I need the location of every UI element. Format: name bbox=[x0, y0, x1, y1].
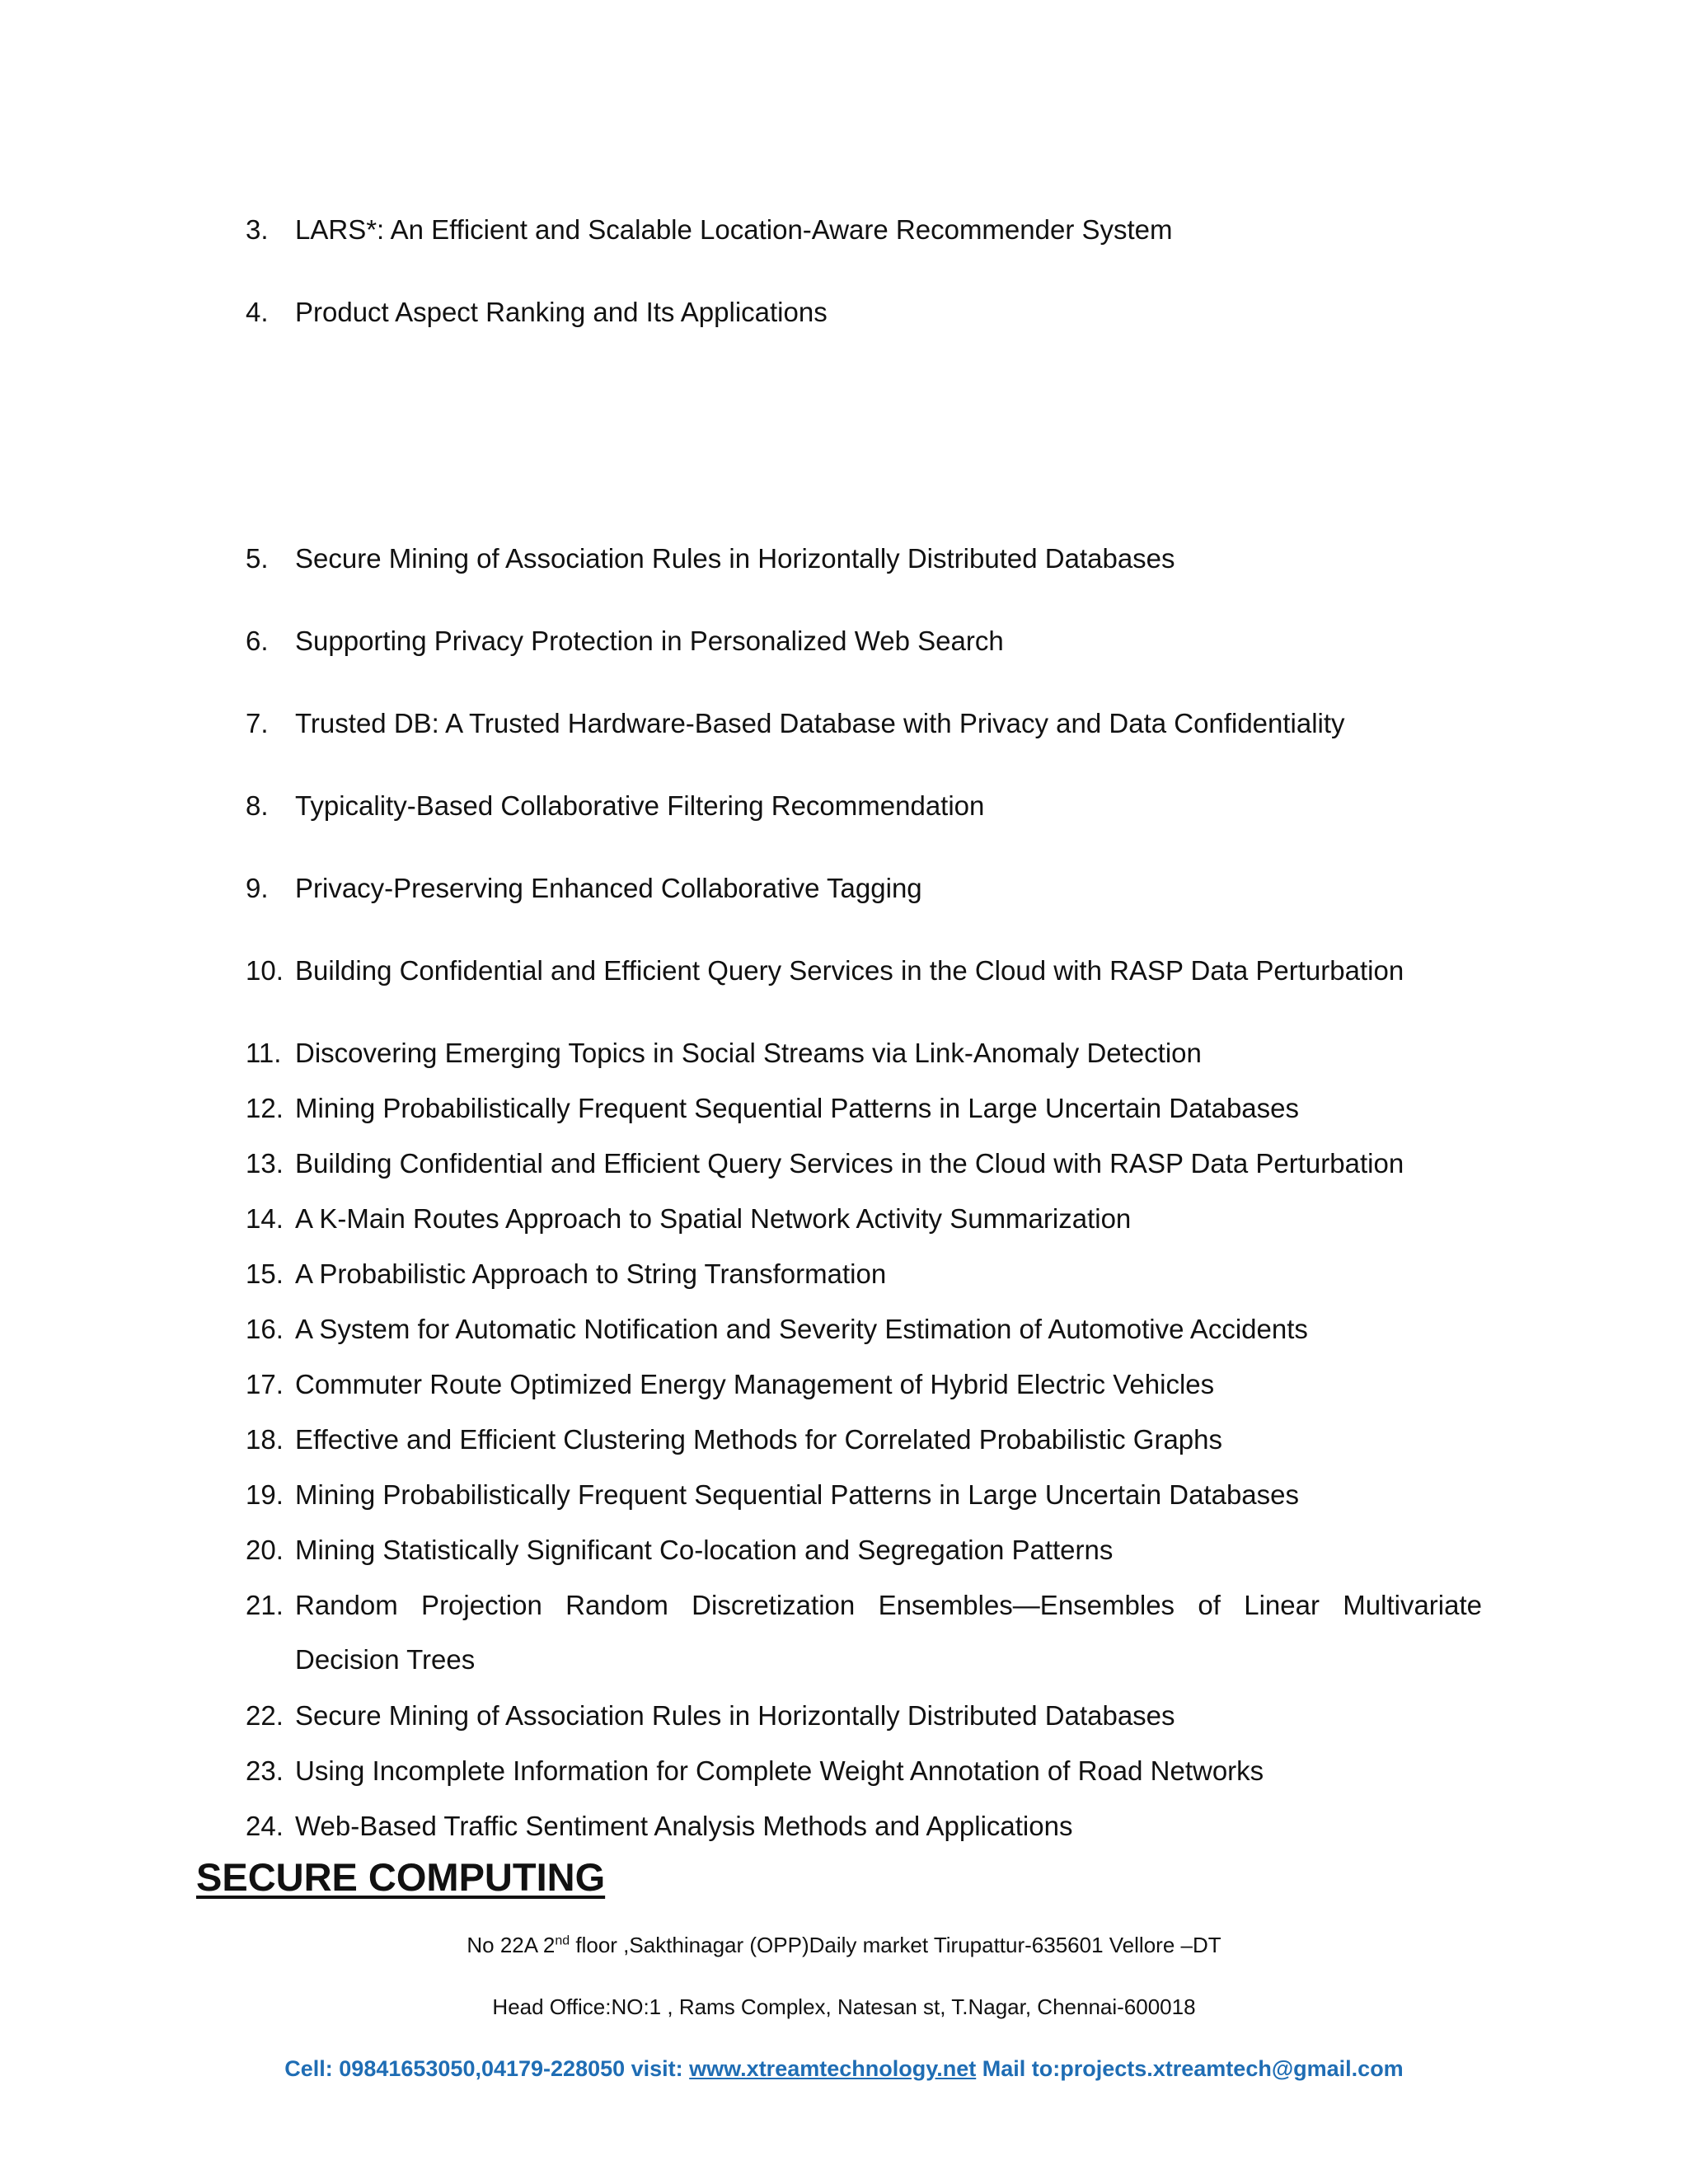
website-link[interactable]: www.xtreamtechnology.net bbox=[689, 2056, 977, 2081]
item-title: Web-Based Traffic Sentiment Analysis Methods and Applications bbox=[295, 1811, 1073, 1841]
item-title: Random Projection Random Discretization Ensembles—Ensembles of Linear Multivariate Decision Trees bbox=[295, 1590, 1482, 1675]
item-number: 7. bbox=[246, 708, 269, 738]
item-title: Mining Probabilistically Frequent Sequential Patterns in Large Uncertain Databases bbox=[295, 1093, 1300, 1123]
item-title: Secure Mining of Association Rules in Horizontally Distributed Databases bbox=[295, 543, 1175, 574]
item-number: 8. bbox=[246, 790, 269, 821]
item-number: 15. bbox=[246, 1258, 284, 1289]
item-number: 10. bbox=[246, 955, 284, 986]
item-number: 19. bbox=[246, 1479, 284, 1510]
item-title: Commuter Route Optimized Energy Management of Hybrid Electric Vehicles bbox=[295, 1369, 1215, 1399]
item-title: Typicality-Based Collaborative Filtering Recommendation bbox=[295, 790, 985, 821]
item-number: 22. bbox=[246, 1700, 284, 1731]
item-title: Discovering Emerging Topics in Social Streams via Link-Anomaly Detection bbox=[295, 1038, 1202, 1068]
item-title: Mining Probabilistically Frequent Sequential Patterns in Large Uncertain Databases bbox=[295, 1479, 1300, 1510]
item-title: Using Incomplete Information for Complete Weight Annotation of Road Networks bbox=[295, 1755, 1264, 1786]
item-title: Supporting Privacy Protection in Personalized Web Search bbox=[295, 626, 1004, 656]
item-number: 3. bbox=[246, 214, 269, 245]
item-title: LARS*: An Efficient and Scalable Location-Aware Recommender System bbox=[295, 214, 1173, 245]
item-title: Product Aspect Ranking and Its Applications bbox=[295, 297, 828, 327]
address-prefix: No 22A 2 bbox=[467, 1933, 556, 1957]
item-number: 6. bbox=[246, 626, 269, 656]
item-title: A K-Main Routes Approach to Spatial Network Activity Summarization bbox=[295, 1203, 1132, 1234]
item-title: Mining Statistically Significant Co-location and Segregation Patterns bbox=[295, 1535, 1114, 1565]
footer-address bbox=[0, 1933, 1688, 1958]
item-title: A System for Automatic Notification and Severity Estimation of Automotive Accidents bbox=[295, 1314, 1308, 1344]
contact-suffix: Mail to:projects.xtreamtech@gmail.com bbox=[976, 2056, 1404, 2081]
item-number: 5. bbox=[246, 543, 269, 574]
footer-head-office: Head Office:NO:1 , Rams Complex, Natesan st, T.Nagar, Chennai-600018 bbox=[492, 1994, 1196, 2019]
item-number: 17. bbox=[246, 1369, 284, 1399]
item-title: Building Confidential and Efficient Query Services in the Cloud with RASP Data Perturbation bbox=[295, 955, 1404, 986]
item-number: 13. bbox=[246, 1148, 284, 1179]
item-number: 12. bbox=[246, 1093, 284, 1123]
section-heading: SECURE COMPUTING bbox=[196, 1855, 606, 1899]
item-title: Privacy-Preserving Enhanced Collaborative Tagging bbox=[295, 873, 922, 903]
address-suffix: floor ,Sakthinagar (OPP)Daily market Tirupattur-635601 Vellore –DT bbox=[570, 1933, 1221, 1957]
item-title: Effective and Efficient Clustering Methods for Correlated Probabilistic Graphs bbox=[295, 1424, 1222, 1455]
item-number: 11. bbox=[246, 1038, 282, 1068]
item-number: 21. bbox=[246, 1590, 284, 1620]
item-number: 4. bbox=[246, 297, 269, 327]
item-number: 24. bbox=[246, 1811, 284, 1841]
item-title: Building Confidential and Efficient Query Services in the Cloud with RASP Data Perturbation bbox=[295, 1148, 1404, 1179]
item-number: 16. bbox=[246, 1314, 284, 1344]
item-number: 14. bbox=[246, 1203, 284, 1234]
item-title: Secure Mining of Association Rules in Horizontally Distributed Databases bbox=[295, 1700, 1175, 1731]
footer-contact bbox=[0, 2056, 1688, 2082]
item-number: 9. bbox=[246, 873, 269, 903]
item-title: Trusted DB: A Trusted Hardware-Based Database with Privacy and Data Confidentiality bbox=[295, 708, 1345, 738]
item-number: 20. bbox=[246, 1535, 284, 1565]
contact-prefix: Cell: 09841653050,04179-228050 visit: bbox=[284, 2056, 690, 2081]
item-number: 23. bbox=[246, 1755, 284, 1786]
item-title: A Probabilistic Approach to String Transformation bbox=[295, 1258, 887, 1289]
item-number: 18. bbox=[246, 1424, 284, 1455]
address-ordinal: nd bbox=[555, 1933, 570, 1948]
